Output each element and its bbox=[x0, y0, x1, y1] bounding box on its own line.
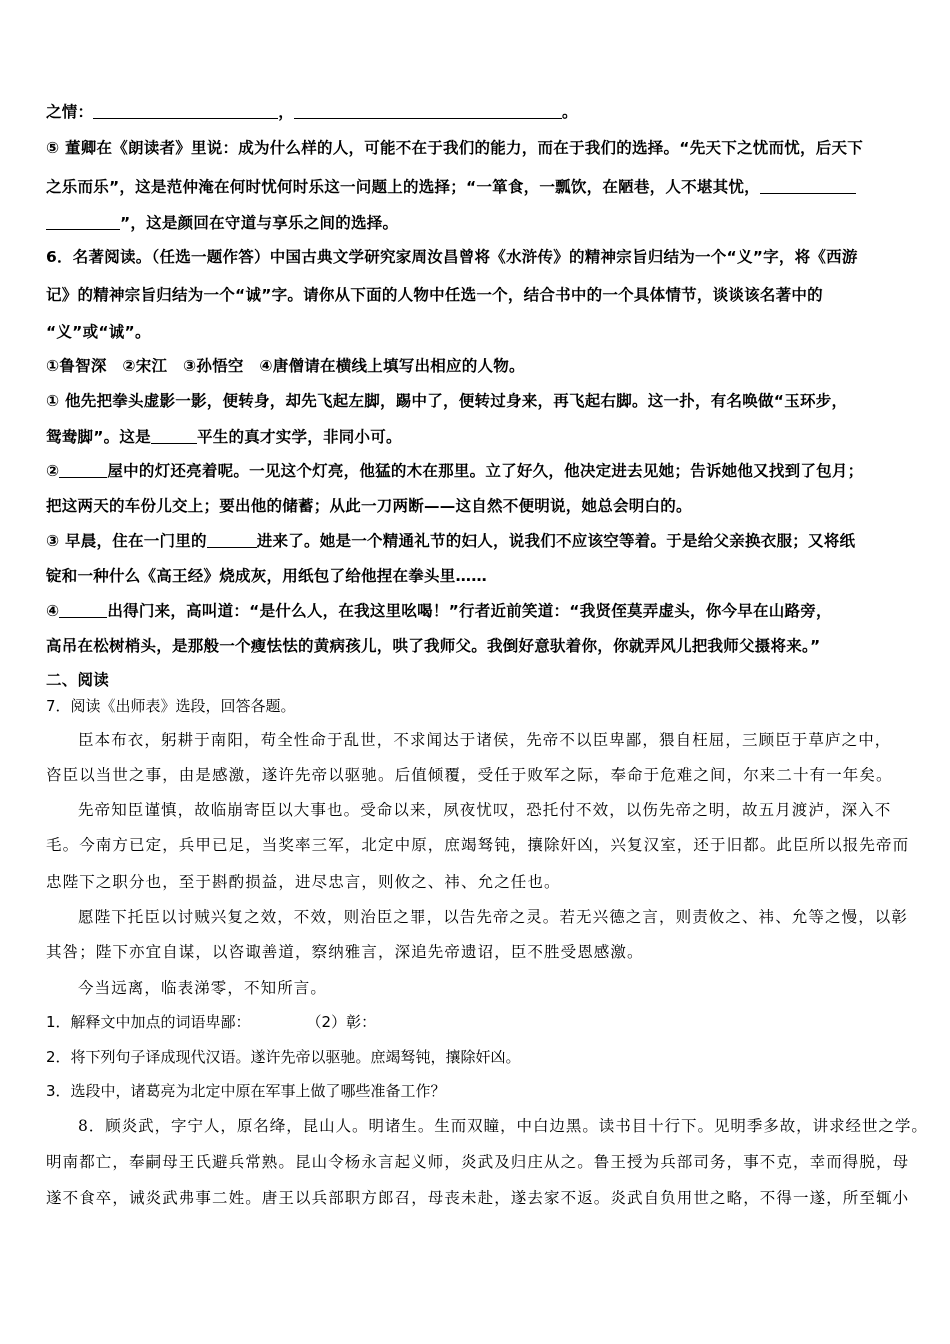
q6-passage-3-pre: ③ 早晨，住在一门里的 bbox=[46, 532, 207, 550]
q6-passage-1-line-2 bbox=[46, 425, 402, 447]
q5-line-3 bbox=[46, 175, 856, 197]
q6-character-options: ①鲁智深 ②宋江 ③孙悟空 ④唐僧请在横线上填写出相应的人物。 bbox=[46, 357, 525, 375]
q7-para-1-line-2: 咨臣以当世之事，由是感激，遂许先帝以驱驰。后值倾覆，受任于败军之际，奉命于危难之间，尔来二十有一年矣。 bbox=[46, 766, 893, 784]
q6-passage-3-line-1 bbox=[46, 529, 855, 551]
q5-line-1-mid: ， bbox=[278, 103, 295, 121]
q5-line-3-text: 之乐而乐”，这是范仲淹在何时忧何时乐这一问题上的选择；“一箪食，一瓢饮，在陋巷，人不堪其忧， bbox=[46, 178, 760, 196]
q7-para-3-line-2: 其咎；陛下亦宜自谋，以咨诹善道，察纳雅言，深追先帝遗诏，臣不胜受恩感激。 bbox=[46, 943, 644, 961]
q6-passage-4-pre: ④ bbox=[46, 602, 60, 620]
q7-para-4: 今当远离，临表涕零，不知所言。 bbox=[78, 979, 328, 997]
answer-blank[interactable] bbox=[294, 103, 562, 120]
q7-intro: 7．阅读《出师表》选段，回答各题。 bbox=[46, 697, 296, 715]
section-title: 二、阅读 bbox=[46, 671, 110, 689]
q7-subquestion-2: 2．将下列句子译成现代汉语。遂许先帝以驱驰。庶竭驽钝，攘除奸凶。 bbox=[46, 1048, 521, 1066]
q8-line-3: 遂不食卒，诫炎武弗事二姓。唐王以兵部职方郎召，母丧未赴，遂去家不返。炎武自负用世之略，不得一遂，所至辄小 bbox=[46, 1189, 910, 1207]
q6-passage-3-line-2: 锭和一种什么《高王经》烧成灰，用纸包了给他捏在拳头里…… bbox=[46, 567, 488, 585]
q6-passage-4-post: 出得门来，高叫道：“是什么人，在我这里吆喝！”行者近前笑道：“我贤侄莫弄虚头，你今早在山路旁， bbox=[107, 602, 832, 620]
q7-para-2-line-2: 毛。今南方已定，兵甲已足，当奖率三军，北定中原，庶竭驽钝，攘除奸凶，兴复汉室，还于旧都。此臣所以报先帝而 bbox=[46, 836, 910, 854]
q5-line-4-text: ”，这是颜回在守道与享乐之间的选择。 bbox=[120, 214, 399, 232]
q6-passage-2-line-2: 把这两天的车份儿交上；要出他的储蓄；从此一刀两断——这自然不便明说，她总会明白的。 bbox=[46, 497, 692, 515]
q7-para-3-line-1: 愿陛下托臣以讨贼兴复之效，不效，则治臣之罪，以告先帝之灵。若无兴德之言，则责攸之、祎、允等之慢，以彰 bbox=[78, 908, 909, 926]
q7-subquestion-3: 3．选段中，诸葛亮为北定中原在军事上做了哪些准备工作？ bbox=[46, 1082, 446, 1100]
q6-passage-1-pre: 鸳鸯脚”。这是 bbox=[46, 428, 151, 446]
q6-passage-4-line-1 bbox=[46, 599, 832, 621]
answer-blank[interactable] bbox=[760, 178, 856, 195]
q7-para-2-line-3: 忠陛下之职分也，至于斟酌损益，进尽忠言，则攸之、祎、允之任也。 bbox=[46, 873, 561, 891]
q8-line-1: 8．顾炎武，字宁人，原名绛，昆山人。明诸生。生而双瞳，中白边黑。读书目十行下。见明季多故，讲求经世之学。 bbox=[78, 1117, 928, 1135]
q6-passage-3-post: 进来了。她是一个精通礼节的妇人，说我们不应该空等着。于是给父亲换衣服；又将纸 bbox=[256, 532, 856, 550]
q7-para-2-line-1: 先帝知臣谨慎，故临崩寄臣以大事也。受命以来，夙夜忧叹，恐托付不效，以伤先帝之明，故五月渡泸，深入不 bbox=[78, 801, 892, 819]
q5-line-4 bbox=[46, 211, 398, 233]
answer-blank[interactable] bbox=[151, 428, 197, 445]
answer-blank[interactable] bbox=[46, 214, 120, 231]
q6-line-1: 6．名著阅读。（任选一题作答）中国古典文学研究家周汝昌曾将《水浒传》的精神宗旨归结为一个“义”字，将《西游 bbox=[46, 248, 858, 266]
q7-para-1-line-1: 臣本布衣，躬耕于南阳，苟全性命于乱世，不求闻达于诸侯，先帝不以臣卑鄙，猥自枉屈，三顾臣于草庐之中， bbox=[78, 731, 892, 749]
answer-blank[interactable] bbox=[93, 103, 278, 120]
q6-passage-4-line-2: 高吊在松树梢头，是那般一个瘦怯怯的黄病孩儿，哄了我师父。我倒好意驮着你，你就弄风儿把我师父摄将来。” bbox=[46, 637, 821, 655]
answer-blank[interactable] bbox=[207, 532, 257, 549]
q5-line-2: ⑤ 董卿在《朗读者》里说：成为什么样的人，可能不在于我们的能力，而在于我们的选择。“先天下之忧而忧，后天下 bbox=[46, 139, 863, 157]
q5-line-1-prefix: 之情： bbox=[46, 103, 94, 121]
q6-passage-1-line-1: ① 他先把拳头虚影一影，便转身，却先飞起左脚，踢中了，便转过身来，再飞起右脚。这一扑，有名唤做“玉环步， bbox=[46, 392, 848, 410]
q5-line-1 bbox=[46, 100, 578, 122]
q5-line-1-end: 。 bbox=[562, 103, 578, 121]
q6-passage-1-post: 平生的真才实学，非同小可。 bbox=[196, 428, 402, 446]
q6-passage-2-line-1 bbox=[46, 459, 863, 481]
q6-passage-2-post: 屋中的灯还亮着呢。一见这个灯亮，他猛的木在那里。立了好久，他决定进去见她；告诉她他又找到了包月； bbox=[107, 462, 864, 480]
answer-blank[interactable] bbox=[59, 462, 107, 479]
answer-blank[interactable] bbox=[59, 602, 107, 619]
q8-line-2: 明南都亡，奉嗣母王氏避兵常熟。昆山令杨永言起义师，炎武及归庄从之。鲁王授为兵部司务，事不克，幸而得脱，母 bbox=[46, 1153, 910, 1171]
q6-passage-2-pre: ② bbox=[46, 462, 60, 480]
q7-subquestion-1a: 1．解释文中加点的词语卑鄙： bbox=[46, 1013, 251, 1031]
q7-subquestion-1b: （2）彰： bbox=[306, 1013, 377, 1031]
q7-subquestion-1 bbox=[46, 1011, 376, 1032]
q6-line-2: 记》的精神宗旨归结为一个“诚”字。请你从下面的人物中任选一个，结合书中的一个具体情节，谈谈该名著中的 bbox=[46, 286, 823, 304]
q6-line-3: “义”或“诚”。 bbox=[46, 323, 151, 341]
